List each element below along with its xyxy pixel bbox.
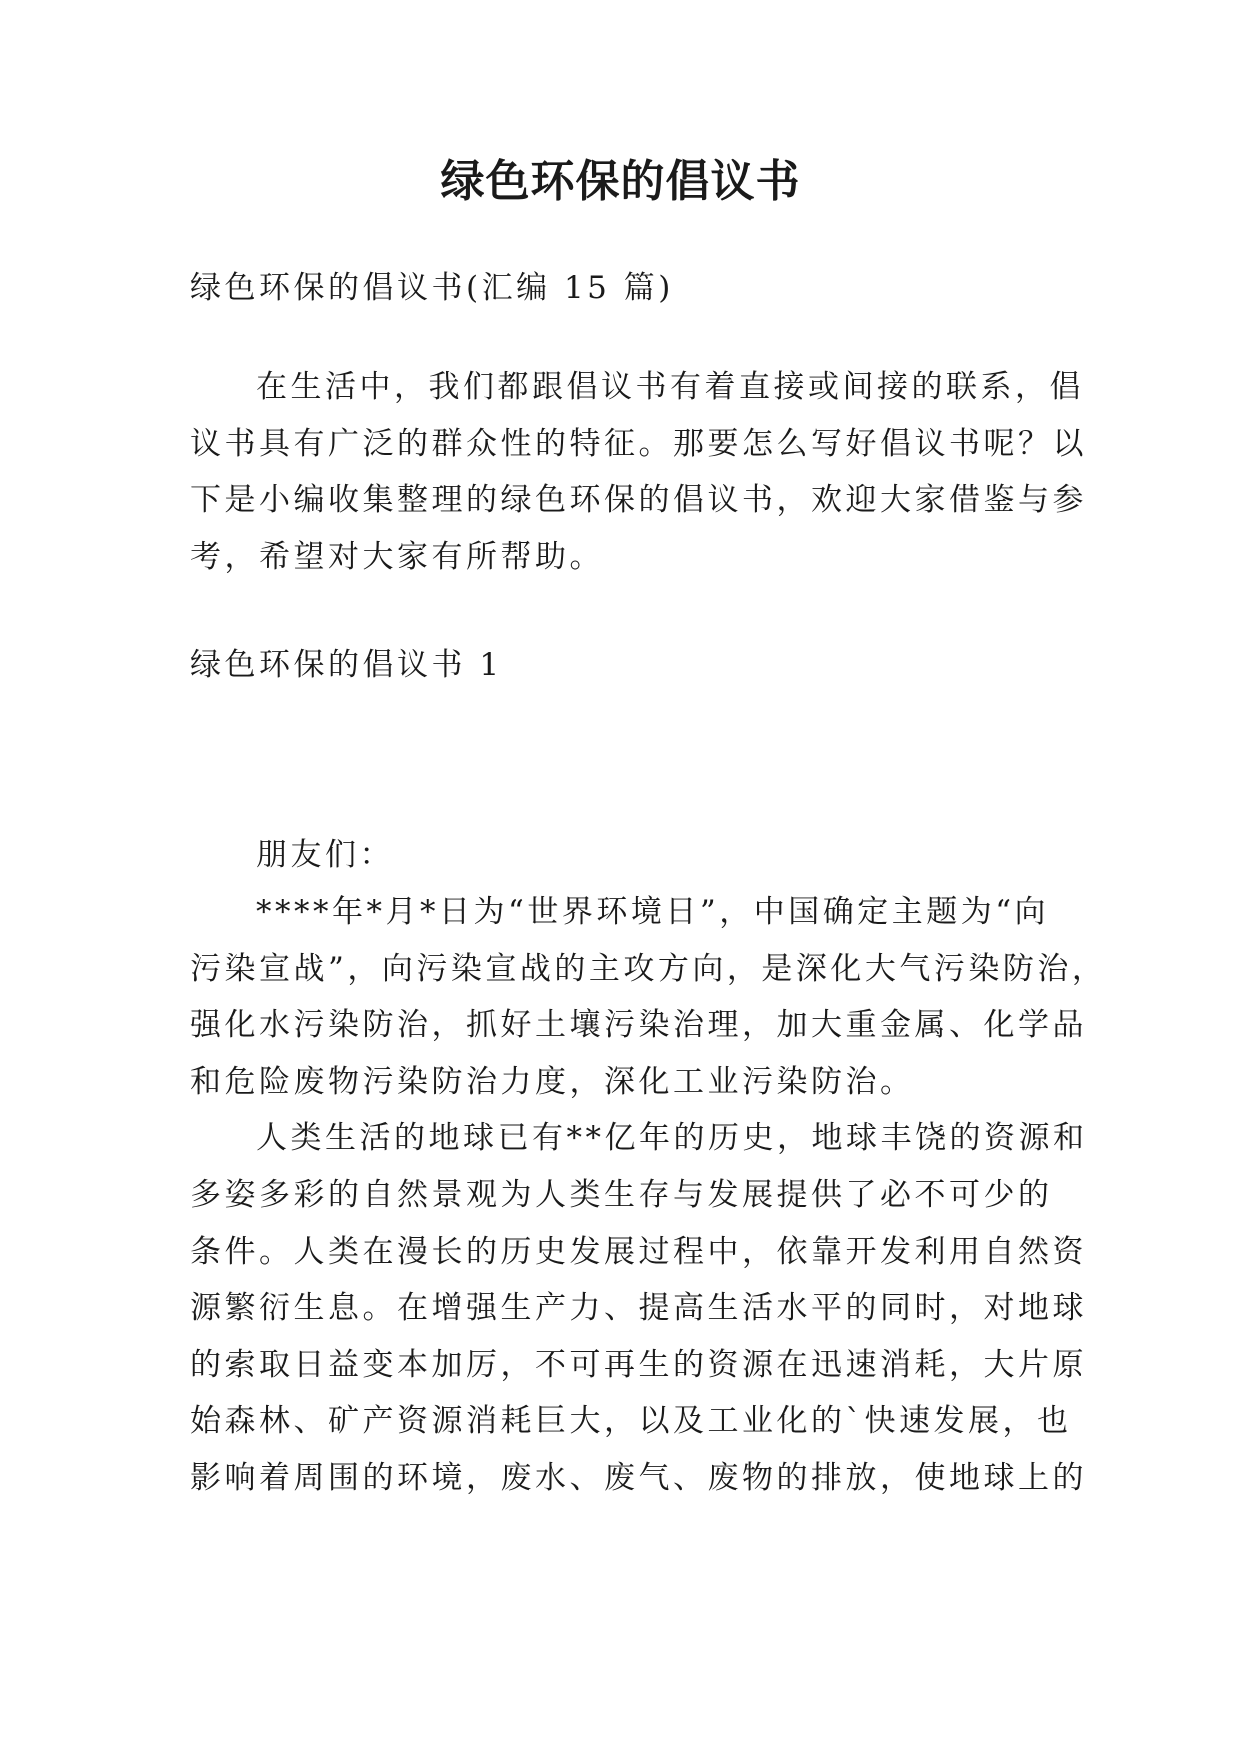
paragraph-line: 条件。人类在漫长的历史发展过程中，依靠开发利用自然资 [190, 1234, 1087, 1270]
paragraph-line: 的索取日益变本加厉，不可再生的资源在迅速消耗，大片原 [190, 1347, 1087, 1383]
intro-line: 在生活中，我们都跟倡议书有着直接或间接的联系，倡 [256, 369, 1084, 405]
section-heading: 绿色环保的倡议书 1 [190, 647, 503, 683]
intro-line: 考，希望对大家有所帮助。 [190, 539, 604, 575]
paragraph-line: 源繁衍生息。在增强生产力、提高生活水平的同时，对地球 [190, 1290, 1087, 1326]
paragraph-line: 污染宣战”，向污染宣战的主攻方向，是深化大气污染防治， [190, 951, 1107, 987]
paragraph-line: ****年*月*日为“世界环境日”，中国确定主题为“向 [256, 894, 1050, 930]
paragraph-line: 多姿多彩的自然景观为人类生存与发展提供了必不可少的 [190, 1177, 1053, 1213]
paragraph-line: 和危险废物污染防治力度，深化工业污染防治。 [190, 1064, 915, 1100]
intro-line: 下是小编收集整理的绿色环保的倡议书，欢迎大家借鉴与参 [190, 482, 1087, 518]
paragraph-line: 影响着周围的环境，废水、废气、废物的排放，使地球上的 [190, 1460, 1087, 1496]
document-subtitle: 绿色环保的倡议书(汇编 15 篇) [190, 270, 674, 306]
paragraph-line: 始森林、矿产资源消耗巨大，以及工业化的`快速发展，也 [190, 1403, 1072, 1439]
paragraph-line: 人类生活的地球已有**亿年的历史，地球丰饶的资源和 [256, 1120, 1088, 1156]
document-title: 绿色环保的倡议书 [440, 156, 801, 207]
greeting: 朋友们： [256, 837, 394, 873]
paragraph-line: 强化水污染防治，抓好土壤污染治理，加大重金属、化学品 [190, 1007, 1087, 1043]
intro-line: 议书具有广泛的群众性的特征。那要怎么写好倡议书呢？以 [190, 426, 1087, 462]
